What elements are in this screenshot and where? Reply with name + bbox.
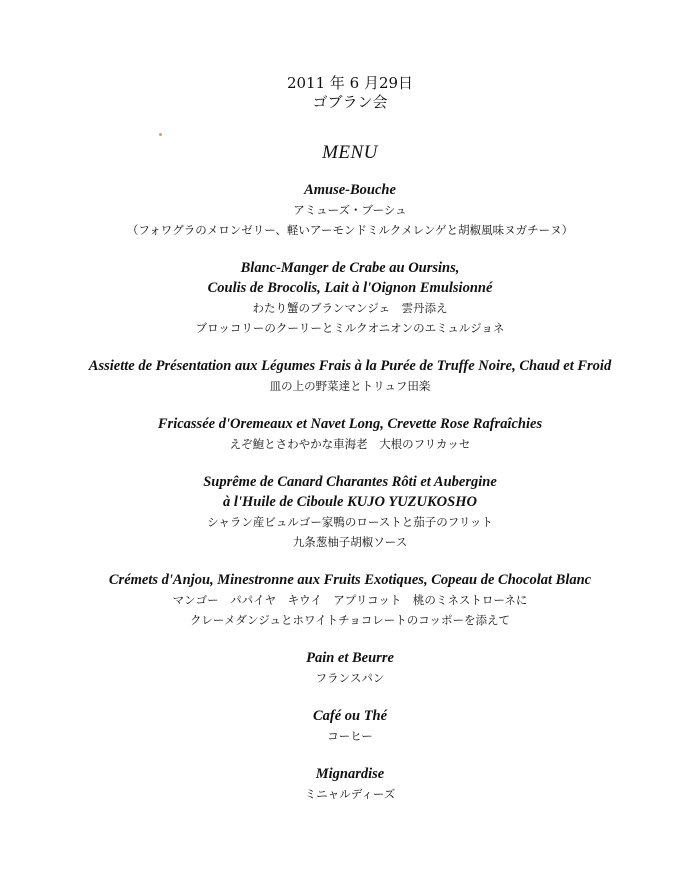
course-japanese-name-line-2: 九条葱柚子胡椒ソース [292,535,408,549]
paper-speck [159,133,162,136]
event-name: ゴブラン会 [312,93,388,111]
course-list [0,180,700,804]
course-french-name: Fricassée d'Oremeaux et Navet Long, Crevette Rose Rafraîchies [157,416,543,432]
course-japanese-name: ミニャルディーズ [304,787,396,801]
course-french-name-line-2: à l'Huile de Ciboule KUJO YUZUKOSHO [223,494,477,510]
course-french-name: Assiette de Présentation aux Légumes Frais à la Purée de Truffe Noire, Chaud et Froid [88,358,612,374]
course-japanese-name: 皿の上の野菜達とトリュフ田楽 [269,379,431,393]
course-french-name: Crémets d'Anjou, Minestronne aux Fruits Exotiques, Copeau de Chocolat Blanc [108,572,592,588]
course-japanese-name: アミューズ・ブーシュ [293,203,407,217]
course-mignardise [0,764,700,804]
course-cafe-the [0,706,700,746]
course-fricassee [0,414,700,454]
course-japanese-name: フランスパン [315,671,385,685]
course-japanese-name-line-2: ブロッコリーのクーリーとミルクオニオンのエミュルジョネ [195,321,505,335]
course-french-name: Pain et Beurre [306,650,394,666]
course-blanc-manger [0,258,700,338]
event-date: 2011 年 6 月29日 [286,74,414,92]
course-japanese-name: わたり蟹のブランマンジェ 雲丹添え [252,301,448,315]
course-assiette-legumes [0,356,700,396]
course-japanese-name: マンゴー パパイヤ キウイ アプリコット 桃のミネストローネに [172,593,528,607]
course-french-name-line-2: Coulis de Brocolis, Lait à l'Oignon Emulsionné [207,280,493,296]
course-amuse-bouche [0,180,700,240]
course-french-name: Mignardise [315,766,385,782]
course-pain-beurre [0,648,700,688]
course-french-name: Café ou Thé [312,708,388,724]
course-japanese-name: えぞ鮑とさわやかな車海老 大根のフリカッセ [229,437,471,451]
course-french-name: Suprême de Canard Charantes Rôti et Aubergine [203,474,497,490]
course-japanese-name-line-2: クレーメダンジュとホワイトチョコレートのコッポーを添えて [189,613,511,627]
course-japanese-description: （フォワグラのメロンゼリー、軽いアーモンドミルクメレンゲと胡椒風味ヌガチーヌ） [126,223,574,237]
course-french-name: Amuse-Bouche [304,182,396,198]
menu-title: MENU [322,142,378,163]
course-japanese-name: コーヒー [327,729,373,743]
course-french-name: Blanc-Manger de Crabe au Oursins, [240,260,460,276]
course-cremets-anjou [0,570,700,630]
course-supreme-canard [0,472,700,552]
course-japanese-name: シャラン産ビュルゴー家鴨のローストと茄子のフリット [207,515,493,529]
